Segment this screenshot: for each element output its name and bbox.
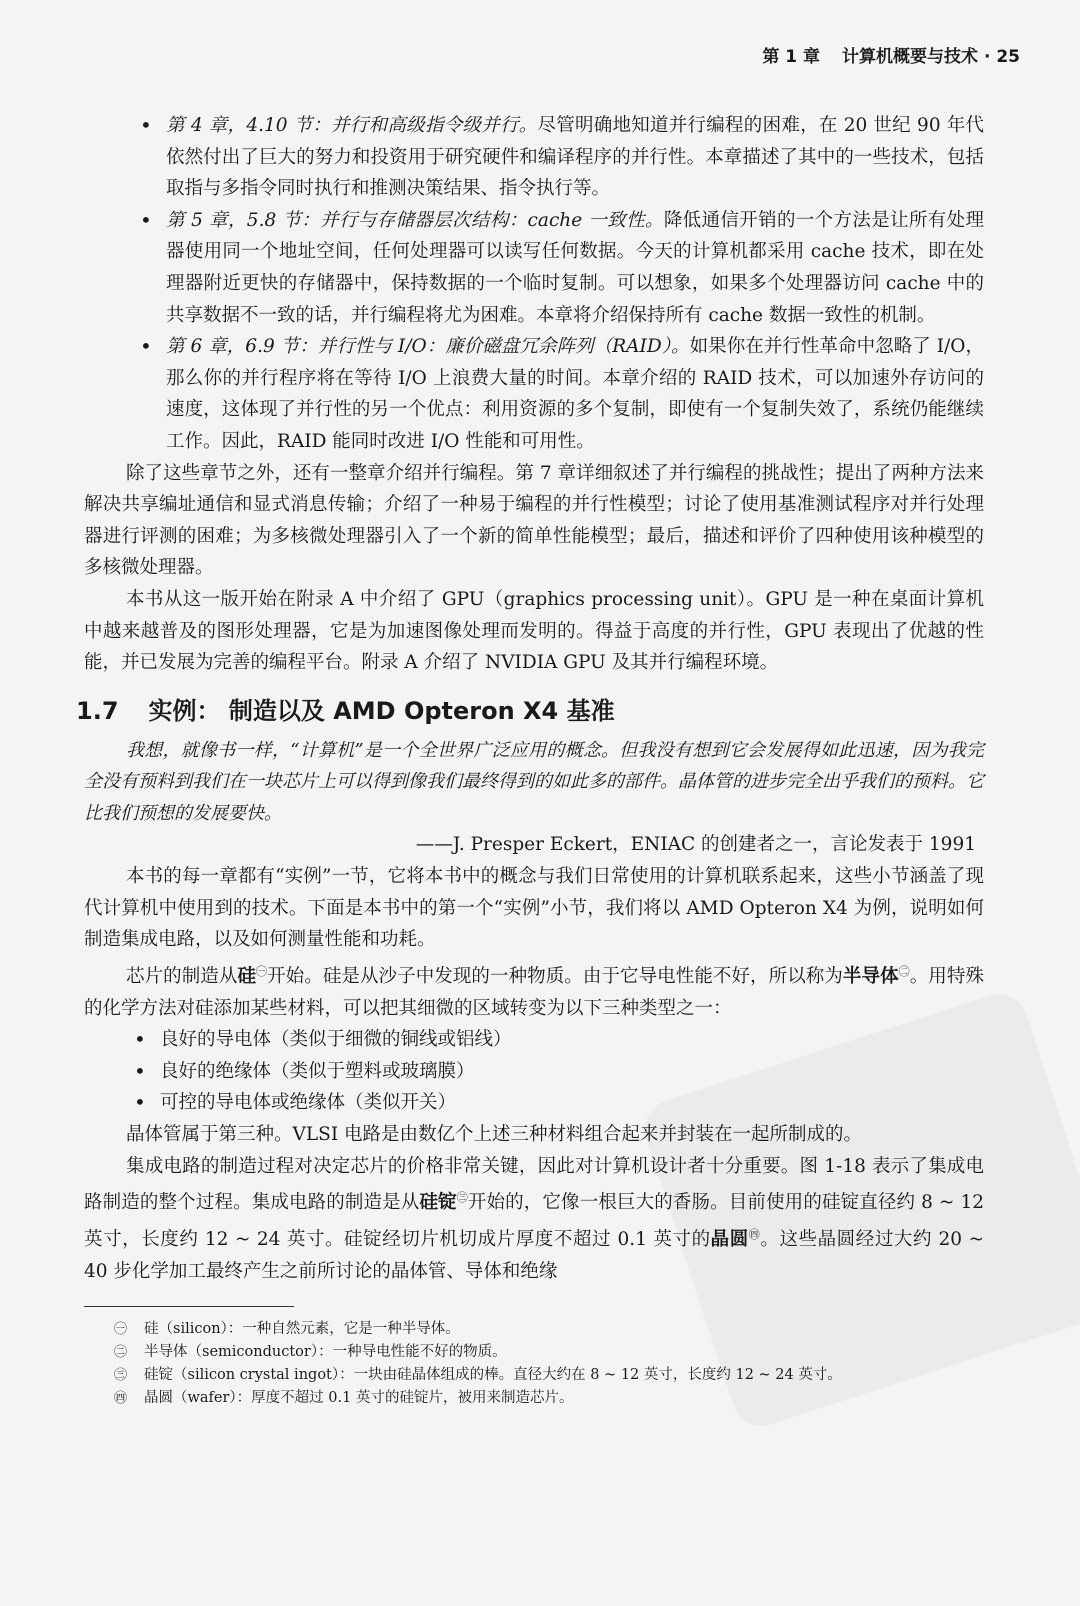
paragraph: 晶体管属于第三种。VLSI 电路是由数亿个上述三种材料组合起来并封装在一起所制成的。 [126,1123,863,1145]
footnote [100,1364,900,1387]
term-silicon: 硅 [237,966,257,987]
chapter-title: 计算机概要与技术 · 25 [842,47,1020,67]
epigraph-quote: 我想，就像书一样，“计算机”是一个全世界广泛应用的概念。但我没有想到它会发展得如此迅速，因为我完全没有预料到我们在一块芯片上可以得到像我们最终得到的如此多的部件。晶体管的进步完全出乎我们的预料。它比我们预想的发展要快。 [84,739,984,824]
bullet-lead: 第 6 章，6.9 节：并行性与 I/O：廉价磁盘冗余阵列（RAID）。 [166,336,690,358]
list-item: • 良好的绝缘体（类似于塑料或玻璃膜） [84,1056,984,1088]
footnote [100,1318,900,1341]
footnote-text: 晶圆（wafer）：厚度不超过 0.1 英寸的硅锭片，被用来制造芯片。 [144,1390,574,1406]
list-item [84,331,984,457]
term-semiconductor: 半导体 [842,966,899,987]
footnote-ref: ㊂ [456,1191,468,1205]
paragraph [84,956,984,1024]
text-run: 芯片的制造从 [126,966,238,987]
footnote-text: 硅（silicon）：一种自然元素，它是一种半导体。 [144,1321,460,1337]
term-wafer: 晶圆 [710,1229,749,1251]
bullet-text: 尽管明确地知道并行编程的困难，在 20 世纪 90 年代依然付出了巨大的努力和投资用于研究硬件和编译程序的并行性。本章描述了其中的一些技术，包括取指与多指令同时执行和推测决策结果、指令执行等。 [166,115,984,200]
footnote-ref: ㊃ [748,1227,761,1241]
footnote-divider [84,1306,294,1307]
list-item: • 可控的导电体或绝缘体（类似开关） [84,1087,984,1119]
section-heading [76,691,984,731]
text-run: 集成电路的制造过程对决定芯片的价格非常关键，因此对计算机设计者十分重要。图 1-18 表示了集成电路制造的整个过程。集成电路的制造是从 [84,1155,984,1214]
list-item [84,110,984,205]
footnote-marker: ㊃ [114,1391,128,1406]
footnotes [100,1318,900,1410]
footnote-ref: ㊀ [256,964,268,978]
footnote-text: 半导体（semiconductor）：一种导电性能不好的物质。 [144,1344,507,1360]
footnote [100,1387,900,1410]
text-run: 。这些晶圆经过大约 20 ~ 40 步化学加工最终产生之前所讨论的晶体管、导体和绝缘 [84,1229,984,1282]
footnote-ref: ㊁ [898,964,910,978]
chapter-bullet-list [84,110,984,458]
bullet-text: 降低通信开销的一个方法是让所有处理器使用同一个地址空间，任何处理器可以读写任何数据。今天的计算机都采用 cache 技术，即在处理器附近更快的存储器中，保持数据的一个临时复制。可以想象，如果多个处理器访问 cache 中的共享数据不一致的话，并行编程将尤为困难。本章将介绍保持所有 cache 数据一致性的机制。 [166,209,984,326]
paragraph [84,1151,984,1288]
section-number: 1.7 [76,696,119,725]
term-ingot: 硅锭 [419,1192,457,1214]
running-header [760,42,1020,67]
footnote-marker: ㊁ [114,1345,128,1360]
material-type-list [84,1024,984,1119]
epigraph-attribution: ——J. Presper Eckert，ENIAC 的创建者之一，言论发表于 1991 [415,834,976,856]
footnote-text: 硅锭（silicon crystal ingot）：一块由硅晶体组成的棒。直径大约在 8 ~ 12 英寸，长度约 12 ~ 24 英寸。 [144,1367,842,1383]
section-title: 实例： 制造以及 AMD Opteron X4 基准 [148,696,615,725]
text-run: 开始。硅是从沙子中发现的一种物质。由于它导电性能不好，所以称为 [267,966,843,987]
footnote [100,1341,900,1364]
bullet-lead: 第 5 章，5.8 节：并行与存储器层次结构：cache 一致性。 [166,209,664,231]
footnote-marker: ㊂ [114,1368,128,1383]
footnote-marker: ㊀ [114,1322,128,1337]
bullet-lead: 第 4 章，4.10 节：并行和高级指令级并行。 [166,115,538,136]
paragraph: 除了这些章节之外，还有一整章介绍并行编程。第 7 章详细叙述了并行编程的挑战性；提出了两种方法来解决共享编址通信和显式消息传输；介绍了一种易于编程的并行性模型；讨论了使用基准测试程序对并行处理器进行评测的困难；为多核微处理器引入了一个新的简单性能模型；最后，描述和评价了四种使用该种模型的多核微处理器。 [84,462,984,579]
chapter-number: 第 1 章 [762,47,821,67]
list-item [84,205,984,331]
bullet-text: 如果你在并行性革命中忽略了 I/O，那么你的并行程序将在等待 I/O 上浪费大量的时间。本章介绍的 RAID 技术，可以加速外存访问的速度，这体现了并行性的另一个优点：利用资源的多个复制，即使有一个复制失效了，系统仍能继续工作。因此，RAID 能同时改进 I/O 性能和可用性。 [166,336,985,452]
main-content [76,110,985,1287]
text-run: 开始的，它像一根巨大的香肠。目前使用的硅锭直径约 8 ~ 12 英寸，长度约 12 ~ 24 英寸。硅锭经切片机切成片厚度不超过 0.1 英寸的 [84,1192,984,1251]
paragraph: 本书的每一章都有“实例”一节，它将本书中的概念与我们日常使用的计算机联系起来，这些小节涵盖了现代计算机中使用到的技术。下面是本书中的第一个“实例”小节，我们将以 AMD Opteron X4 为例，说明如何制造集成电路，以及如何测量性能和功耗。 [84,866,984,951]
list-item: • 良好的导电体（类似于细微的铜线或铝线） [84,1024,984,1056]
paragraph: 本书从这一版开始在附录 A 中介绍了 GPU（graphics processing unit）。GPU 是一种在桌面计算机中越来越普及的图形处理器，它是为加速图像处理而发明的。得益于高度的并行性，GPU 表现出了优越的性能，并已发展为完善的编程平台。附录 A 介绍了 NVIDIA GPU 及其并行编程环境。 [84,588,984,674]
text-run: 。用特殊的化学方法对硅添加某些材料，可以把其细微的区域转变为以下三种类型之一： [84,966,984,1019]
